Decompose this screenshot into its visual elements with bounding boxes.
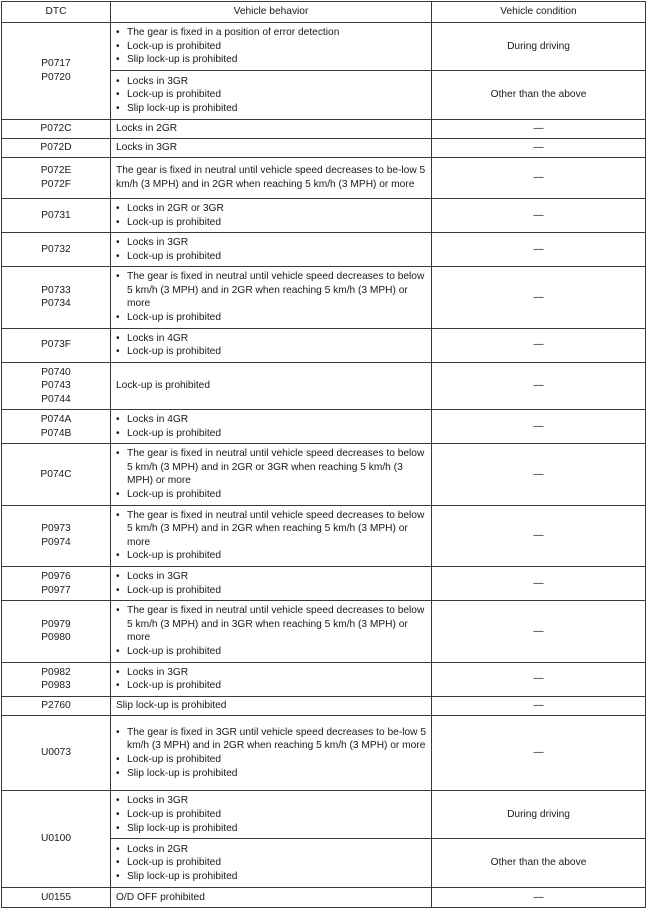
dtc-code: P074C — [40, 468, 72, 480]
vehicle-condition-cell: — — [432, 410, 646, 444]
dtc-code-cell — [2, 662, 111, 696]
table-row — [2, 410, 646, 444]
behavior-item: • The gear is fixed in neutral until vehicle speed decreases to below 5 km/h (3 MPH) and in 2GR when reaching 5 km/h (3 MPH) or more — [116, 509, 426, 550]
table-row — [2, 157, 646, 198]
behavior-list — [116, 570, 426, 597]
behavior-item: • Lock-up is prohibited — [116, 311, 426, 325]
dtc-code-cell — [2, 267, 111, 328]
vehicle-behavior-cell — [111, 887, 432, 907]
behavior-item: • Locks in 2GR — [116, 843, 426, 857]
vehicle-behavior-cell — [111, 23, 432, 71]
table-row — [2, 662, 646, 696]
behavior-item: • Slip lock-up is prohibited — [116, 53, 426, 67]
behavior-list — [116, 332, 426, 359]
table-row — [2, 362, 646, 409]
behavior-item: • Locks in 3GR — [116, 666, 426, 680]
behavior-item: • Lock-up is prohibited — [116, 427, 426, 441]
dtc-code: P072F — [40, 178, 71, 190]
behavior-item: • The gear is fixed in 3GR until vehicle speed decreases to be-low 5 km/h (3 MPH) and in 2GR when reaching 5 km/h (3 MPH) or more — [116, 726, 426, 753]
dtc-code: P074A — [40, 414, 72, 426]
vehicle-condition-cell: — — [432, 198, 646, 232]
behavior-item: • Lock-up is prohibited — [116, 645, 426, 659]
dtc-code-cell — [2, 601, 111, 662]
dtc-code-cell — [2, 23, 111, 120]
vehicle-condition-cell: — — [432, 119, 646, 138]
dtc-code: P0743 — [41, 380, 71, 392]
table-row — [2, 119, 646, 138]
vehicle-condition-cell: Other than the above — [432, 71, 646, 119]
behavior-item: • Lock-up is prohibited — [116, 808, 426, 822]
dtc-code-cell — [2, 157, 111, 198]
vehicle-condition-cell: — — [432, 138, 646, 157]
behavior-item: • The gear is fixed in neutral until vehicle speed decreases to below 5 km/h (3 MPH) and in 3GR when reaching 5 km/h (3 MPH) or more — [116, 604, 426, 645]
dtc-code: P0732 — [41, 243, 71, 255]
behavior-item: • Lock-up is prohibited — [116, 856, 426, 870]
dtc-code: P0973 — [41, 523, 71, 535]
header-vehicle-behavior: Vehicle behavior — [111, 2, 432, 23]
dtc-code-cell — [2, 566, 111, 600]
dtc-code-cell — [2, 505, 111, 566]
behavior-list — [116, 26, 426, 67]
table-row — [2, 791, 646, 839]
behavior-item: • Locks in 2GR or 3GR — [116, 202, 426, 216]
dtc-code: P0734 — [41, 298, 71, 310]
table-row — [2, 328, 646, 362]
vehicle-behavior-cell — [111, 362, 432, 409]
table-row — [2, 233, 646, 267]
dtc-code-cell — [2, 444, 111, 505]
vehicle-behavior-cell — [111, 198, 432, 232]
behavior-item: • Slip lock-up is prohibited — [116, 767, 426, 781]
table-row — [2, 198, 646, 232]
behavior-item: • The gear is fixed in neutral until vehicle speed decreases to below 5 km/h (3 MPH) and in 2GR when reaching 5 km/h (3 MPH) or more — [116, 270, 426, 311]
behavior-list — [116, 202, 426, 229]
behavior-item: • Lock-up is prohibited — [116, 584, 426, 598]
behavior-list — [116, 447, 426, 501]
dtc-code: P0977 — [41, 584, 71, 596]
dtc-code-cell — [2, 119, 111, 138]
dtc-code: P072C — [40, 122, 72, 134]
behavior-item: • Locks in 3GR — [116, 236, 426, 250]
table-row — [2, 23, 646, 71]
dtc-code: P072D — [40, 141, 72, 153]
behavior-item: • Locks in 3GR — [116, 75, 426, 89]
dtc-code-cell — [2, 887, 111, 907]
behavior-text: The gear is fixed in neutral until vehicle speed decreases to be-low 5 km/h (3 MPH) and in 2GR when reaching 5 km/h (3 MPH) or more — [116, 165, 426, 190]
header-row — [2, 2, 646, 23]
dtc-code: P0976 — [41, 570, 71, 582]
vehicle-condition-cell: Other than the above — [432, 839, 646, 887]
behavior-item: • Slip lock-up is prohibited — [116, 102, 426, 116]
table-row — [2, 715, 646, 790]
vehicle-behavior-cell — [111, 839, 432, 887]
table-row — [2, 267, 646, 328]
behavior-item: • Lock-up is prohibited — [116, 40, 426, 54]
dtc-code: P0740 — [41, 366, 71, 378]
vehicle-behavior-cell — [111, 601, 432, 662]
behavior-item: • The gear is fixed in neutral until vehicle speed decreases to below 5 km/h (3 MPH) and in 2GR or 3GR when reaching 5 km/h (3 MPH) or more — [116, 447, 426, 488]
vehicle-behavior-cell — [111, 696, 432, 715]
behavior-item: • Lock-up is prohibited — [116, 250, 426, 264]
dtc-code: P0720 — [41, 71, 71, 83]
vehicle-behavior-cell — [111, 566, 432, 600]
dtc-code: U0073 — [40, 747, 72, 759]
table-row — [2, 601, 646, 662]
table-row — [2, 444, 646, 505]
behavior-item: • Locks in 4GR — [116, 332, 426, 346]
behavior-text: Slip lock-up is prohibited — [116, 699, 227, 711]
behavior-list — [116, 726, 426, 780]
behavior-list — [116, 666, 426, 693]
dtc-code: P0974 — [41, 536, 71, 548]
vehicle-condition-cell: — — [432, 362, 646, 409]
vehicle-condition-cell: — — [432, 601, 646, 662]
dtc-code: P0980 — [41, 632, 71, 644]
vehicle-condition-cell: — — [432, 566, 646, 600]
behavior-item: • Lock-up is prohibited — [116, 216, 426, 230]
behavior-list — [116, 75, 426, 116]
dtc-code-cell — [2, 138, 111, 157]
behavior-text: Locks in 3GR — [116, 141, 178, 153]
dtc-code: U0100 — [40, 833, 72, 845]
table-row — [2, 887, 646, 907]
dtc-code-cell — [2, 791, 111, 888]
behavior-list — [116, 843, 426, 884]
behavior-item: • Lock-up is prohibited — [116, 88, 426, 102]
dtc-code: P0731 — [41, 209, 71, 221]
dtc-code: P0982 — [41, 666, 71, 678]
behavior-list — [116, 236, 426, 263]
vehicle-condition-cell: — — [432, 444, 646, 505]
behavior-list — [116, 270, 426, 324]
dtc-code: P0983 — [41, 680, 71, 692]
dtc-code: P073F — [40, 339, 71, 351]
behavior-item: • Slip lock-up is prohibited — [116, 822, 426, 836]
behavior-list — [116, 509, 426, 563]
dtc-code-cell — [2, 198, 111, 232]
vehicle-behavior-cell — [111, 119, 432, 138]
vehicle-behavior-cell — [111, 138, 432, 157]
vehicle-condition-cell: — — [432, 267, 646, 328]
behavior-item: • The gear is fixed in a position of error detection — [116, 26, 426, 40]
behavior-item: • Locks in 3GR — [116, 794, 426, 808]
dtc-code: P0717 — [41, 58, 71, 70]
behavior-text: Lock-up is prohibited — [116, 380, 211, 392]
vehicle-condition-cell: — — [432, 233, 646, 267]
vehicle-behavior-cell — [111, 267, 432, 328]
dtc-code: P0979 — [41, 618, 71, 630]
dtc-code: U0155 — [40, 891, 72, 903]
vehicle-behavior-cell — [111, 157, 432, 198]
behavior-item: • Slip lock-up is prohibited — [116, 870, 426, 884]
vehicle-behavior-cell — [111, 328, 432, 362]
behavior-item: • Locks in 4GR — [116, 413, 426, 427]
dtc-code: P0744 — [41, 393, 71, 405]
vehicle-behavior-cell — [111, 233, 432, 267]
vehicle-behavior-cell — [111, 444, 432, 505]
behavior-item: • Lock-up is prohibited — [116, 488, 426, 502]
vehicle-condition-cell: — — [432, 662, 646, 696]
behavior-list — [116, 413, 426, 440]
vehicle-condition-cell: — — [432, 887, 646, 907]
dtc-code: P2760 — [41, 699, 71, 711]
behavior-item: • Lock-up is prohibited — [116, 345, 426, 359]
vehicle-behavior-cell — [111, 715, 432, 790]
table-row — [2, 505, 646, 566]
behavior-item: • Lock-up is prohibited — [116, 753, 426, 767]
behavior-text: Locks in 2GR — [116, 122, 178, 134]
behavior-item: • Locks in 3GR — [116, 570, 426, 584]
dtc-code-cell — [2, 715, 111, 790]
dtc-code-cell — [2, 410, 111, 444]
vehicle-behavior-cell — [111, 505, 432, 566]
dtc-code: P074B — [40, 427, 72, 439]
vehicle-behavior-cell — [111, 791, 432, 839]
vehicle-condition-cell: — — [432, 328, 646, 362]
vehicle-condition-cell: During driving — [432, 23, 646, 71]
vehicle-condition-cell: — — [432, 505, 646, 566]
header-dtc: DTC — [2, 2, 111, 23]
dtc-code: P0733 — [41, 284, 71, 296]
vehicle-behavior-cell — [111, 71, 432, 119]
dtc-code-cell — [2, 233, 111, 267]
behavior-list — [116, 604, 426, 658]
table-body — [2, 23, 646, 908]
vehicle-behavior-cell — [111, 662, 432, 696]
dtc-code: P072E — [40, 165, 72, 177]
vehicle-behavior-cell — [111, 410, 432, 444]
vehicle-condition-cell: — — [432, 696, 646, 715]
dtc-code-cell — [2, 362, 111, 409]
behavior-item: • Lock-up is prohibited — [116, 549, 426, 563]
behavior-item: • Lock-up is prohibited — [116, 679, 426, 693]
vehicle-condition-cell: During driving — [432, 791, 646, 839]
dtc-table — [1, 1, 646, 908]
table-row — [2, 696, 646, 715]
header-vehicle-condition: Vehicle condition — [432, 2, 646, 23]
behavior-text: O/D OFF prohibited — [116, 891, 205, 903]
dtc-code-cell — [2, 696, 111, 715]
vehicle-condition-cell: — — [432, 157, 646, 198]
vehicle-condition-cell: — — [432, 715, 646, 790]
dtc-code-cell — [2, 328, 111, 362]
behavior-list — [116, 794, 426, 835]
table-row — [2, 566, 646, 600]
table-row — [2, 138, 646, 157]
